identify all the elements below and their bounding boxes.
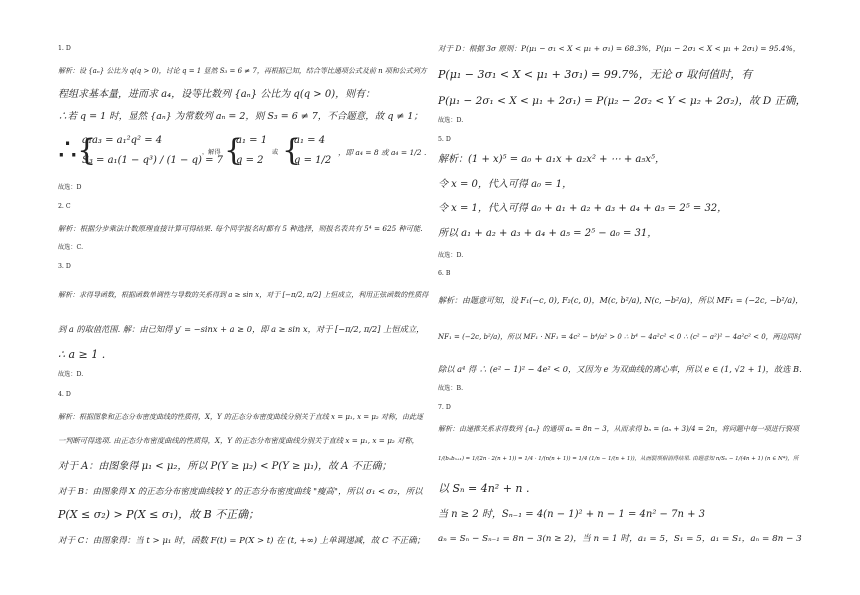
system-2-row-1: a₁ = 1 xyxy=(236,135,268,146)
answer-4-line-6: 对于 C：由图象得：当 t > μ₁ 时，函数 F(t) = P(X > t) 在 (t, +∞) 上单调递减，故 C 不正确； xyxy=(58,536,426,546)
left-column xyxy=(58,0,428,595)
answer-7-line-2: 1/(bₙbₙ₊₁) = 1/(2n · 2(n + 1)) = 1/4 · 1/(n(n + 1)) = 1/4 (1/n − 1/(n + 1))，从而裂项相消得结果. 由题意知 n/Sₙ − 1/(4n + 1) (n ∈ N*)，所 xyxy=(438,456,799,462)
answer-3-line-1: 解析：求得导函数，根据函数单调性与导数的关系得到 a ≥ sin x，对于 [−π/2, π/2] 上恒成立，利用正弦函数的性质得 xyxy=(58,291,429,299)
answer-4-line-9: P(μ₁ − 2σ₁ < X < μ₁ + 2σ₁) = P(μ₂ − 2σ₂ < Y < μ₂ + 2σ₂)，故 D 正确， xyxy=(438,95,807,107)
system-3-row-1: a₁ = 4 xyxy=(294,135,326,146)
brace-symbol: { xyxy=(282,133,302,168)
answer-4-line-1: 解析：根据图象和正态分布密度曲线的性质得，X，Y 的正态分布密度曲线分别关于直线 x = μ₁, x = μ₂ 对称，由此逐 xyxy=(58,413,423,421)
system-2-row-2: q = 2 xyxy=(236,155,264,166)
answer-5-line-1: 解析：(1 + x)⁵ = a₀ + a₁x + a₂x² + ⋯ + a₅x⁵， xyxy=(438,154,666,165)
answer-7-heading: 7. D xyxy=(438,404,451,411)
answer-1-heading: 1. D xyxy=(58,45,71,52)
answer-2-choice: 故选：C. xyxy=(58,244,84,251)
answer-3-line-2: 到 a 的取值范围. 解：由已知得 y′ = −sinx + a ≥ 0，即 a ≥ sin x，对于 [−π/2, π/2] 上恒成立， xyxy=(58,324,425,334)
answer-5-line-3: 令 x = 1，代入可得 a₀ + a₁ + a₂ + a₃ + a₄ + a₅ = 2⁵ = 32， xyxy=(438,203,728,214)
answer-5-line-2: 令 x = 0，代入可得 a₀ = 1， xyxy=(438,179,573,190)
answer-6-line-2: NF₁ = (−2c, b²/a)，所以 MF₁ · NF₁ = 4c² − b⁴/a² > 0 ∴ b⁴ − 4a²c² < 0 ∴ (c² − a²)² − 4a²c² < 0，两边同时 xyxy=(438,333,801,341)
answer-7-line-5: aₙ = Sₙ − Sₙ₋₁ = 8n − 3(n ≥ 2)，当 n = 1 时，a₁ = 5，S₁ = 5，a₁ = S₁，aₙ = 8n − 3 xyxy=(438,534,802,544)
answer-2-line-1: 解析：根据分步乘法计数原理直接计算可得结果. 每个同学报名时都有 5 种选择，则报名表共有 5⁴ = 625 种可能. xyxy=(58,224,423,233)
answer-4-line-3: 对于 A：由图象得 μ₁ < μ₂，所以 P(Y ≥ μ₂) < P(Y ≥ μ₁)，故 A 不正确； xyxy=(58,461,392,472)
answer-4-line-4: 对于 B：由图象得 X 的正态分布密度曲线较 Y 的正态分布密度曲线 "瘦高"，所以 σ₁ < σ₂，所以 xyxy=(58,487,423,497)
answer-1-line-2: 程组求基本量，进而求 a₄，设等比数列 {aₙ} 公比为 q(q > 0)，则有： xyxy=(58,89,376,100)
brace-symbol: { xyxy=(224,133,244,168)
system-result: ，即 a₄ = 8 或 a₄ = 1/2 . xyxy=(338,148,427,157)
answer-4-line-5: P(X ≤ σ₂) > P(X ≤ σ₁)，故 B 不正确； xyxy=(58,508,260,521)
answer-3-line-3: ∴ a ≥ 1 . xyxy=(58,348,106,361)
answer-6-choice: 故选：B. xyxy=(438,385,464,392)
system-1-row-2: S₃ = a₁(1 − q³) / (1 − q) = 7 xyxy=(82,155,224,166)
answer-1-choice: 故选：D xyxy=(58,184,82,191)
answer-3-heading: 3. D xyxy=(58,263,71,270)
system-or-text: 或 xyxy=(272,149,279,156)
answer-5-line-4: 所以 a₁ + a₂ + a₃ + a₄ + a₅ = 2⁵ − a₀ = 31， xyxy=(438,228,658,239)
answer-4-line-7: 对于 D：根据 3σ 原则：P(μ₁ − σ₁ < X < μ₁ + σ₁) = 68.3%，P(μ₁ − 2σ₁ < X < μ₁ + 2σ₁) = 95.4%， xyxy=(438,44,801,53)
answer-6-line-3: 除以 a⁴ 得 ∴ (e² − 1)² − 4e² < 0，又因为 e 为双曲线的离心率，所以 e ∈ (1, √2 + 1)，故选 B. xyxy=(438,364,802,374)
answer-1-equation-system xyxy=(58,130,428,178)
answer-5-choice: 故选：D. xyxy=(438,252,464,259)
answer-2-heading: 2. C xyxy=(58,203,71,210)
answer-1-line-1: 解析：设 {aₙ} 公比为 q(q > 0)，讨论 q = 1 显然 S₃ = 6 ≠ 7，再根据已知，结合等比通项公式及前 n 项和公式列方 xyxy=(58,67,427,75)
answer-4-heading: 4. D xyxy=(58,391,71,398)
answer-6-heading: 6. B xyxy=(438,270,451,277)
answer-7-line-4: 当 n ≥ 2 时，Sₙ₋₁ = 4(n − 1)² + n − 1 = 4n² − 7n + 3 xyxy=(438,509,705,520)
answer-5-heading: 5. D xyxy=(438,136,451,143)
answer-3-choice: 故选：D. xyxy=(58,371,84,378)
system-3-row-2: q = 1/2 xyxy=(294,155,332,166)
answer-6-line-1: 解析：由题意可知，设 F₁(−c, 0), F₂(c, 0)，M(c, b²/a), N(c, −b²/a)，所以 MF₁ = (−2c, −b²/a)， xyxy=(438,296,804,305)
answer-4-choice: 故选：D. xyxy=(438,117,464,124)
right-column xyxy=(438,0,808,595)
system-solve-text: ，解得 xyxy=(202,149,221,156)
answer-7-line-1: 解析：由递推关系求得数列 {aₙ} 的通项 aₙ = 8n − 3，从而求得 bₙ = (aₙ + 3)/4 = 2n，将问题中每一项进行裂项 xyxy=(438,425,799,433)
system-1-row-1: a₁a₃ = a₁²q² = 4 xyxy=(82,135,163,146)
answer-1-line-3: ∴若 q = 1 时，显然 {aₙ} 为常数列 aₙ = 2，则 S₃ = 6 ≠ 7，不合题意，故 q ≠ 1； xyxy=(58,111,423,122)
answer-4-line-2: 一判断可得选项. 由正态分布密度曲线的性质得，X，Y 的正态分布密度曲线分别关于直线 x = μ₁, x = μ₂ 对称， xyxy=(58,436,419,445)
answer-7-line-3: 以 Sₙ = 4n² + n . xyxy=(438,482,530,495)
answer-4-line-8: P(μ₁ − 3σ₁ < X < μ₁ + 3σ₁) = 99.7%，无论 σ 取何值时，有 xyxy=(438,68,753,81)
brace-symbol: ∴{ xyxy=(58,133,97,168)
